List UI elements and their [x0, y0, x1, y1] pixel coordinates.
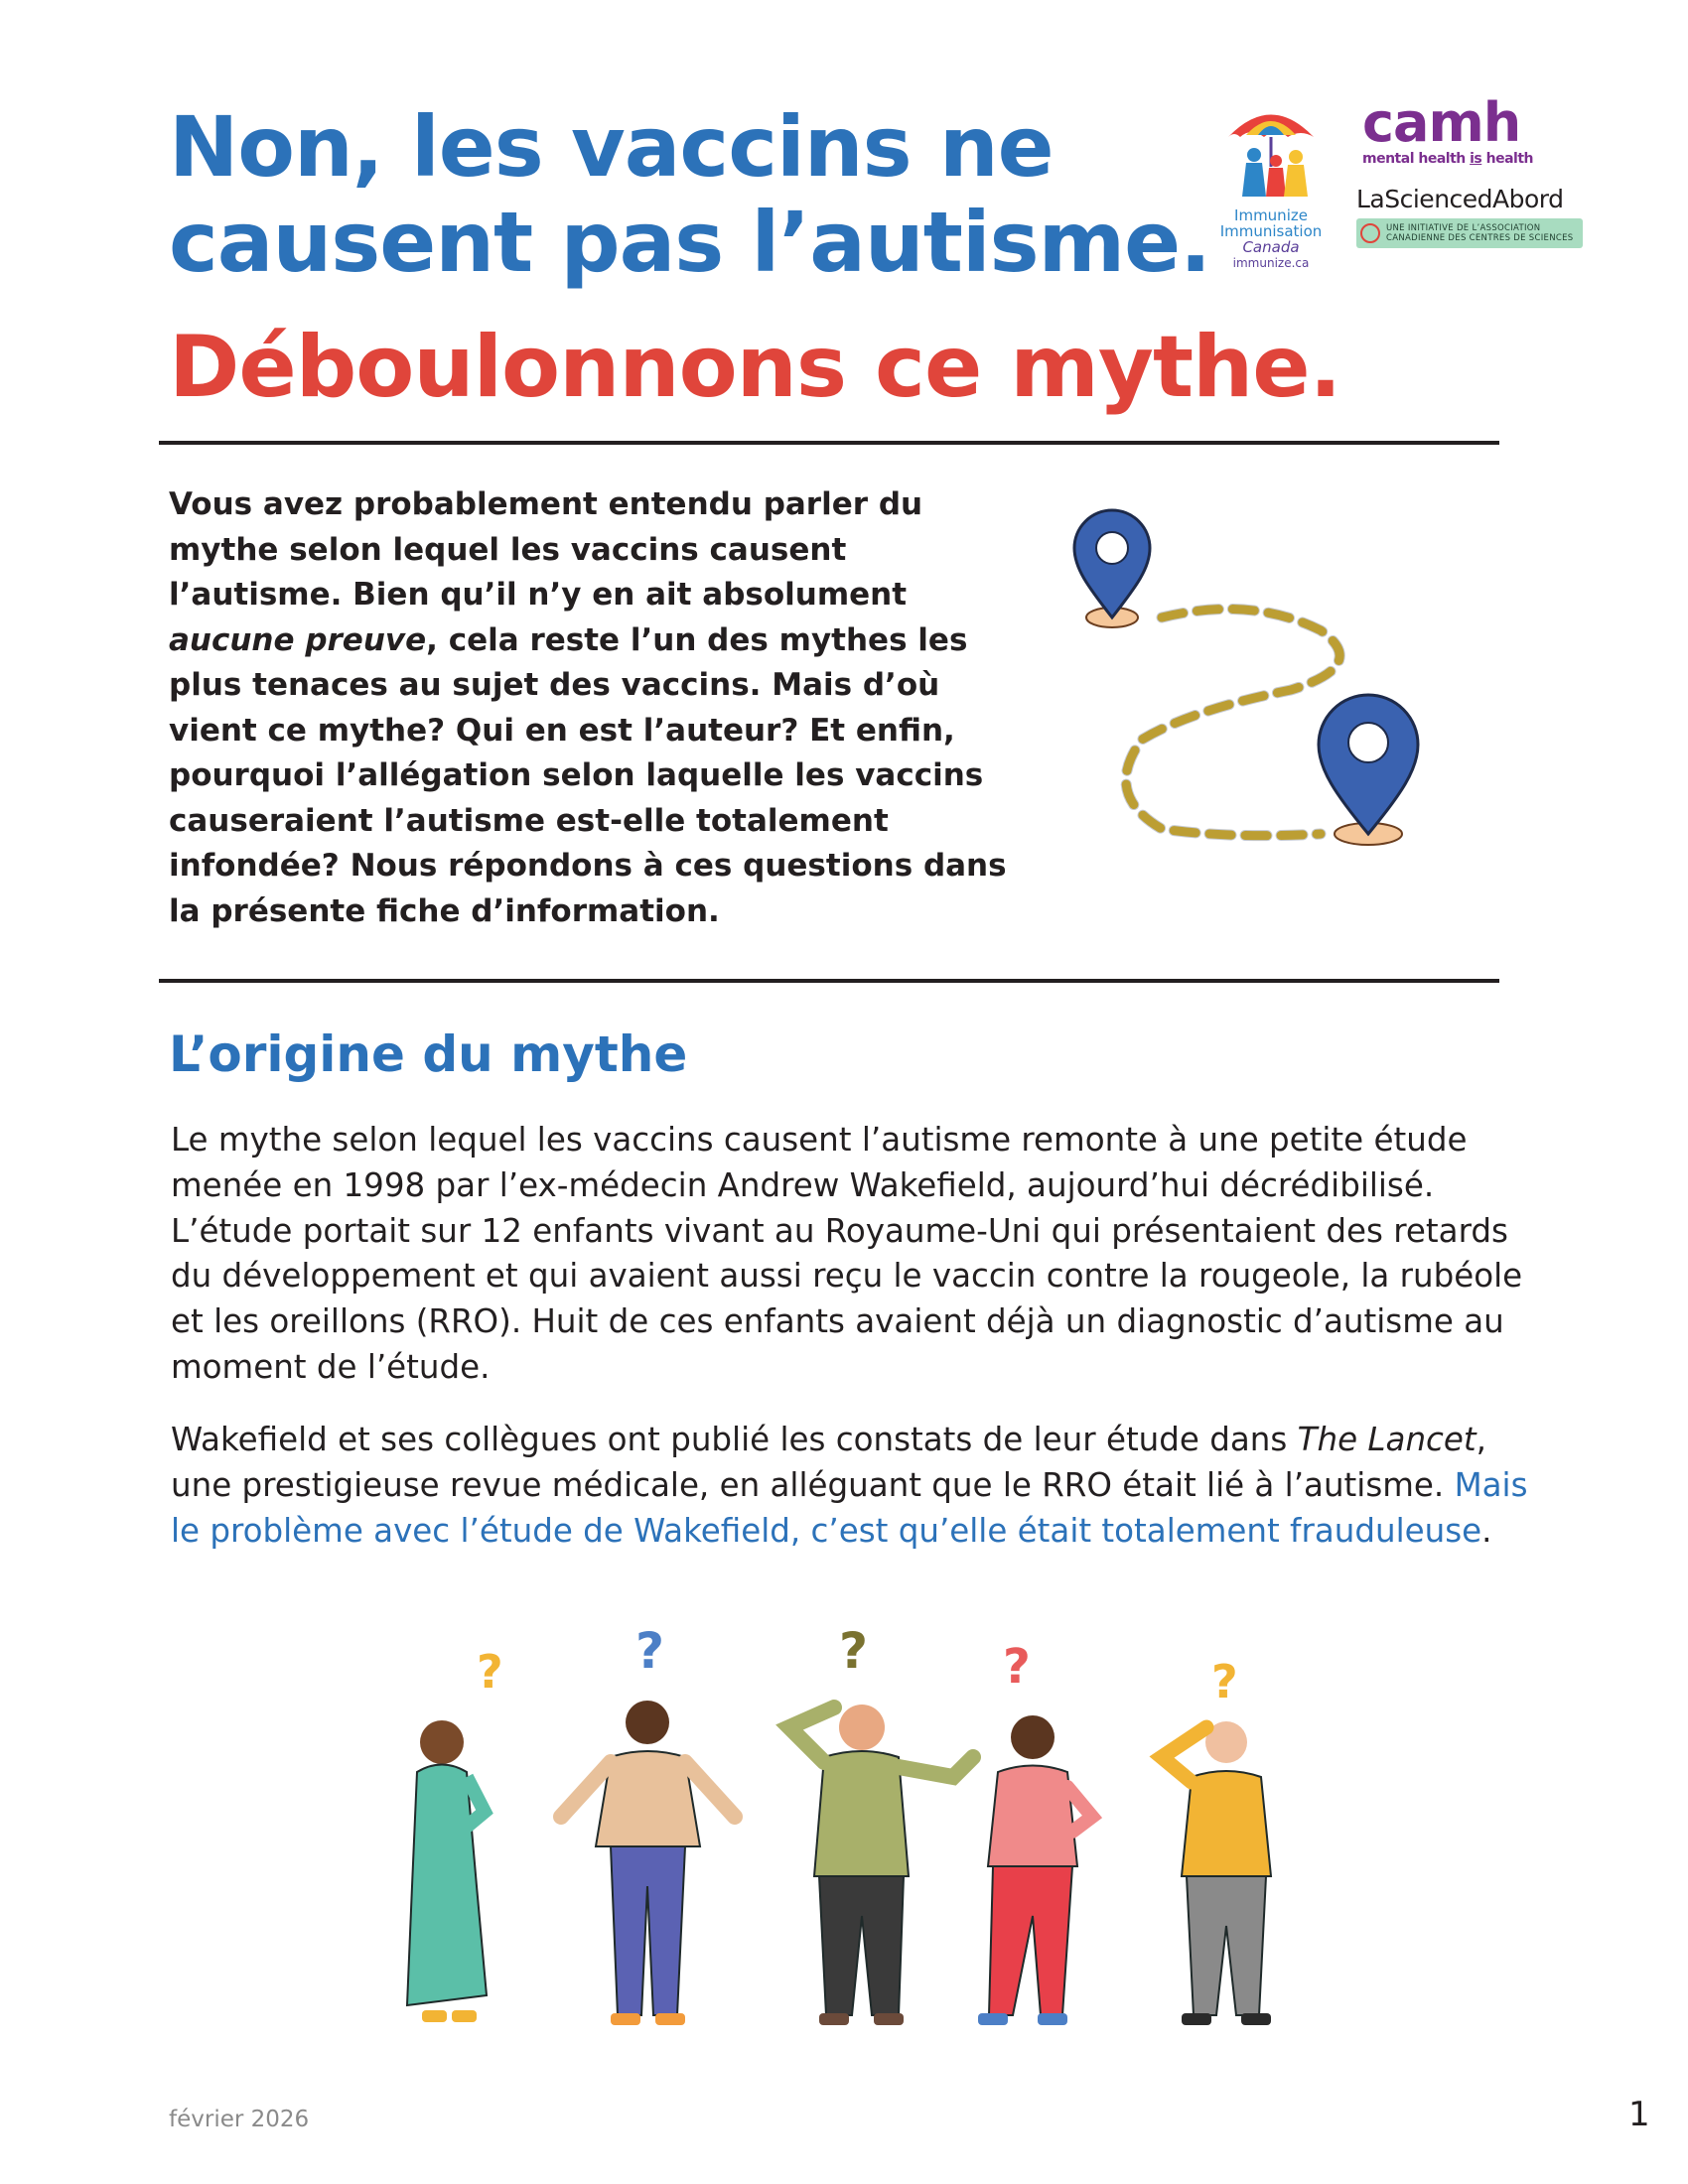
intro-paragraph: [169, 482, 1023, 934]
bottom-divider: [159, 979, 1499, 983]
person-yellow-sweater: [1162, 1721, 1271, 2025]
lasciencedabord-badge-text: [1386, 223, 1573, 243]
immunize-url: immunize.ca: [1232, 256, 1310, 270]
person-pink-sweater: [978, 1715, 1092, 2025]
camh-wordmark: camh: [1362, 91, 1521, 154]
page-number: 1: [1628, 2095, 1650, 2134]
lasciencedabord-line-2: CANADIENNE DES CENTRES DE SCIENCES: [1386, 233, 1574, 243]
immunize-line-3: Canada: [1242, 238, 1300, 256]
umbrella-family-icon: [1216, 97, 1326, 206]
lasciencedabord-logo: [1356, 185, 1595, 248]
footer-date: février 2026: [169, 2107, 310, 2132]
map-route-icon: [1053, 496, 1450, 903]
section-heading: L’origine du mythe: [169, 1025, 688, 1083]
immunize-line-2: Immunisation: [1219, 222, 1323, 240]
question-mark-1: ?: [477, 1645, 503, 1699]
intro-text-2: , cela reste l’un des mythes les plus tenaces au sujet des vaccins. Mais d’où vient ce mythe? Qui en est l’auteur? Et enfin, pourquoi l’allégation selon laquelle les vaccins causeraient l’autisme est-elle totalement infondée? Nous répondons à ces questions dans la présente fiche d’information.: [169, 621, 1007, 929]
intro-text-1: Vous avez probablement entendu parler du mythe selon lequel les vaccins causent l’autisme. Bien qu’il n’y en ait absolument: [169, 486, 923, 613]
question-mark-4: ?: [1003, 1639, 1031, 1695]
page-title-line-1: Non, les vaccins ne: [169, 98, 1054, 196]
section-paragraph-2: [171, 1418, 1531, 1554]
immunize-line-1: Immunize: [1234, 206, 1308, 224]
person-beige-sweater: [561, 1701, 735, 2025]
section-paragraph-1: [171, 1118, 1531, 1391]
question-mark-3: ?: [839, 1628, 869, 1680]
page-title-line-2: causent pas l’autisme.: [169, 194, 1211, 291]
camh-tagline: [1362, 151, 1541, 167]
intro-emphasis: aucune preuve: [169, 621, 427, 658]
question-mark-2: ?: [635, 1628, 665, 1680]
question-mark-5: ?: [1211, 1655, 1238, 1708]
fraud-link[interactable]: Mais le problème avec l’étude de Wakefield, c’est qu’elle était totalement frauduleuse: [171, 1465, 1528, 1550]
camh-tagline-is: is: [1470, 151, 1482, 167]
lasciencedabord-line-1: UNE INITIATIVE DE L’ASSOCIATION: [1386, 223, 1541, 233]
page-subtitle: Déboulonnons ce mythe.: [169, 318, 1341, 417]
paragraph-2-text-2: , une prestigieuse revue médicale, en alléguant que le RRO était lié à l’autisme.: [171, 1421, 1487, 1504]
paragraph-1-text: Le mythe selon lequel les vaccins causent l’autisme remonte à une petite étude menée en 1998 par l’ex-médecin Andrew Wakefield, aujourd’hui décrédibilisé. L’étude portait sur 12 enfants vivant au Royaume-Uni qui présentaient des retards du développement et qui avaient aussi reçu le vaccin contre la rougeole, la rubéole et les oreillons (RRO). Huit de ces enfants avaient déjà un diagnostic d’autisme au moment de l’étude.: [171, 1121, 1523, 1386]
science-centres-icon: [1360, 223, 1380, 243]
camh-tagline-pre: mental health: [1362, 151, 1471, 167]
lasciencedabord-badge: [1356, 218, 1583, 248]
confused-people-illustration: [397, 1628, 1340, 2045]
journal-name: The Lancet: [1297, 1421, 1477, 1458]
person-olive-sweater: [789, 1705, 973, 2025]
person-teal-dress: [407, 1720, 487, 2022]
immunize-logo-text: [1216, 207, 1326, 271]
camh-tagline-post: health: [1481, 151, 1533, 167]
immunize-canada-logo: [1216, 97, 1326, 270]
top-divider: [159, 441, 1499, 445]
camh-logo: [1362, 91, 1541, 167]
paragraph-2-end: .: [1481, 1511, 1492, 1550]
lasciencedabord-wordmark: LaSciencedAbord: [1356, 185, 1564, 213]
paragraph-2-text-1: Wakefield et ses collègues ont publié les constats de leur étude dans: [171, 1421, 1298, 1458]
